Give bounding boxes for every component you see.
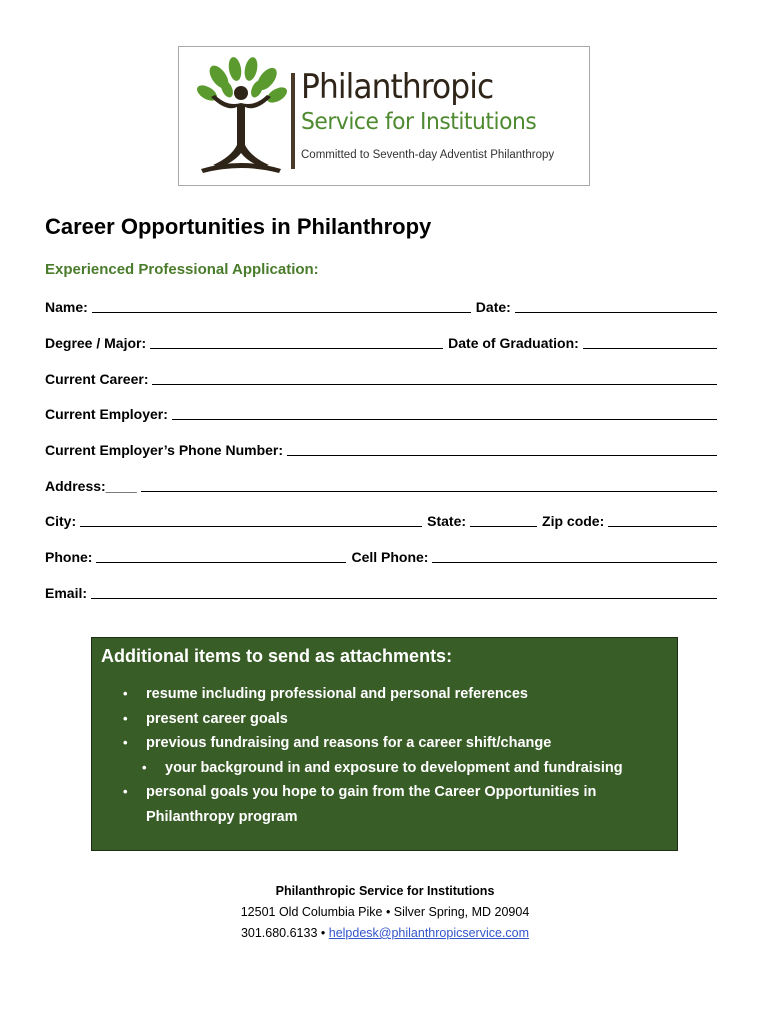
bullet-icon: • [123,710,128,726]
degree-label: Degree / Major: [45,335,147,351]
address-label: Address:____ [45,478,137,494]
email-field[interactable] [91,584,717,599]
cell-phone-field[interactable] [432,548,717,563]
logo-tagline: Committed to Seventh-day Adventist Philanthropy [301,149,555,161]
form-subtitle: Experienced Professional Application: [45,261,319,278]
employer-phone-field[interactable] [287,441,717,456]
bullet-icon: • [123,784,128,799]
city-field[interactable] [80,512,422,527]
city-label: City: [45,513,77,529]
zip-label: Zip code: [542,513,605,529]
employer-field[interactable] [172,405,717,420]
attachments-list [92,682,677,829]
list-item-text: personal goals you hope to gain from the Career Opportunities in [146,784,597,800]
logo-title: Philanthropic [301,67,494,107]
degree-row [45,331,717,351]
address-field[interactable] [141,477,717,492]
list-item [92,682,677,707]
list-item [92,780,677,805]
footer-email-link[interactable]: helpdesk@philanthropicservice.com [328,926,530,940]
bullet-icon: • [142,759,147,775]
footer-address: 12501 Old Columbia Pike • Silver Spring, MD 20904 [240,905,530,919]
list-item-text: previous fundraising and reasons for a career shift/change [146,735,552,751]
name-field[interactable] [92,298,471,313]
list-item [92,731,677,756]
employer-phone-label: Current Employer’s Phone Number: [45,442,284,458]
list-item-text: resume including professional and personal references [146,686,528,702]
footer-org: Philanthropic Service for Institutions [275,884,495,898]
graduation-label: Date of Graduation: [448,335,579,351]
phone-label: Phone: [45,549,93,565]
logo-divider [291,73,295,169]
employer-row [45,402,717,422]
list-item-continuation [92,805,677,830]
list-item [92,707,677,732]
attachments-box [91,637,678,851]
tree-person-icon [191,57,287,177]
list-item-text: present career goals [146,710,288,727]
bullet-icon: • [123,686,128,701]
phone-row [45,545,717,565]
list-item-text: Philanthropy program [146,808,298,825]
zip-field[interactable] [608,512,717,527]
attachments-title: Additional items to send as attachments: [101,646,453,666]
list-item-text: your background in and exposure to development and fundraising [165,759,623,776]
address-row [45,474,717,494]
cell-phone-label: Cell Phone: [351,549,429,565]
footer [0,881,770,944]
email-label: Email: [45,585,88,601]
employer-label: Current Employer: [45,406,168,422]
email-row [45,581,717,601]
logo [178,46,590,186]
city-row [45,509,717,529]
bullet-icon: • [123,735,128,750]
employer-phone-row [45,438,717,458]
date-label: Date: [475,299,511,315]
phone-field[interactable] [96,548,346,563]
footer-contact [0,923,770,944]
name-date-row [45,295,717,315]
career-field[interactable] [152,370,717,385]
graduation-field[interactable] [583,334,717,349]
degree-field[interactable] [150,334,443,349]
page-title: Career Opportunities in Philanthropy [45,214,432,239]
name-label: Name: [45,299,88,315]
date-field[interactable] [515,298,717,313]
state-field[interactable] [470,512,537,527]
logo-subtitle: Service for Institutions [301,109,537,135]
career-row [45,367,717,387]
footer-phone: 301.680.6133 • [240,926,326,940]
list-item [92,756,677,781]
career-label: Current Career: [45,371,149,387]
state-label: State: [427,513,467,529]
